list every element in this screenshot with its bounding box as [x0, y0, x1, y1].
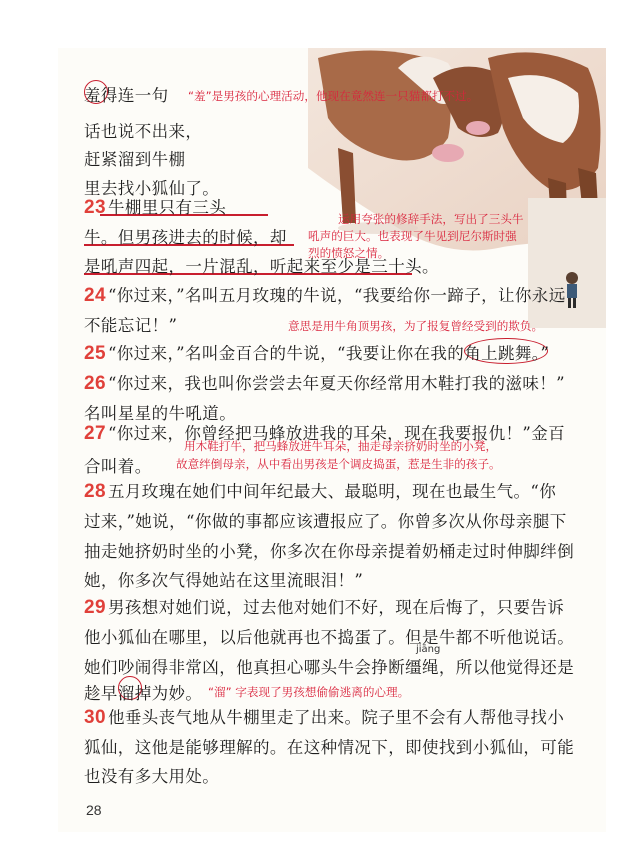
annotation-note: “羞”是男孩的心理活动，他现在竟然连一只猫都打不过。 — [188, 89, 479, 103]
text-line: 名叫星星的牛吼道。 — [84, 404, 237, 423]
paragraph-number: 25 — [84, 343, 106, 364]
paragraph-24 — [84, 282, 566, 307]
boy-illustration — [528, 198, 606, 328]
paragraph-number: 24 — [84, 285, 106, 306]
paragraph-28 — [84, 478, 556, 503]
paragraph-number: 27 — [84, 423, 106, 444]
annotation-note: 烈的愤怒之情。 — [308, 246, 390, 260]
text-line: 狐仙，这他是能够理解的。在这种情况下，即使找到小狐仙，可能 — [84, 738, 575, 757]
text-line: 里去找小狐仙了。 — [84, 179, 220, 198]
text-line: “你过来，我也叫你尝尝去年夏天你经常用木鞋打我的滋味！” — [107, 374, 566, 393]
paragraph-number: 29 — [84, 597, 106, 618]
text-line: “你过来，”名叫五月玫瑰的牛说，“我要给你一蹄子，让你永远 — [107, 286, 566, 305]
text-line: “你过来，你曾经把马蜂放进我的耳朵，现在我要报仇！”金百 — [107, 424, 566, 443]
pinyin-jiang: jiāng — [416, 644, 441, 655]
text-line: 五月玫瑰在她们中间年纪最大、最聪明，现在也最生气。“你 — [107, 482, 557, 501]
text-line: 趁早溜掉为妙。 — [84, 684, 203, 703]
text-line: 合叫着。 — [84, 457, 152, 476]
annotation-note: 吼声的巨大。也表现了牛见到尼尔斯时强 — [308, 229, 517, 243]
paragraph-number: 30 — [84, 707, 106, 728]
text-line: 牛。但男孩进去的时候，却 — [84, 228, 287, 247]
text-line: 赶紧溜到牛棚 — [84, 150, 186, 169]
text-line: 她，你多次气得她站在这里流眼泪！” — [84, 571, 364, 590]
text-line: 他垂头丧气地从牛棚里走了出来。院子里不会有人帮他寻找小 — [107, 708, 565, 727]
page-number: 28 — [86, 802, 102, 818]
paragraph-26 — [84, 370, 565, 395]
paragraph-number: 23 — [84, 197, 106, 218]
paragraph-23 — [84, 194, 226, 219]
annotation-note: 用木鞋打牛，把马蜂放进牛耳朵，抽走母亲挤奶时坐的小凳， — [184, 439, 498, 453]
text-line: 是吼声四起，一片混乱，听起来至少是三十头。 — [84, 257, 439, 276]
paragraph-30 — [84, 704, 564, 729]
text-line: 不能忘记！” — [84, 316, 178, 335]
paragraph-25 — [84, 340, 549, 365]
text-line: 他小狐仙在哪里，以后他就再也不捣蛋了。但是牛都不听他说话。 — [84, 628, 575, 647]
text-line: 牛棚里只有三头 — [107, 198, 227, 217]
text-line: 话也说不出来， — [84, 122, 203, 141]
paragraph-number: 26 — [84, 373, 106, 394]
text-line: 抽走她挤奶时坐的小凳，你多次在你母亲提着奶桶走过时伸脚绊倒 — [84, 542, 575, 561]
annotation-note: 意思是用牛角顶男孩，为了报复曾经受到的欺负。 — [288, 319, 544, 333]
annotation-note: “溜” 字表现了男孩想偷偷逃离的心理。 — [208, 685, 410, 699]
annotation-note: 运用夸张的修辞手法，写出了三头牛 — [338, 212, 524, 226]
paragraph-number: 28 — [84, 481, 106, 502]
text-line: 她们吵闹得非常凶，他真担心哪头牛会挣断缰绳，所以他觉得还是 — [84, 658, 575, 677]
textbook-page — [58, 48, 606, 832]
text-line: 男孩想对她们说，过去他对她们不好，现在后悔了，只要告诉 — [107, 598, 565, 617]
text-line: 过来，”她说，“你做的事都应该遭报应了。你曾多次从你母亲腿下 — [84, 512, 567, 531]
text-line: 也没有多大用处。 — [84, 767, 220, 786]
annotation-note: 故意绊倒母亲，从中看出男孩是个调皮捣蛋，惹是生非的孩子。 — [176, 457, 501, 471]
text-line: 羞得连一句 — [84, 86, 169, 105]
paragraph-29 — [84, 594, 564, 619]
text-line: “你过来，”名叫金百合的牛说，“我要让你在我的角上跳舞。” — [107, 344, 550, 363]
